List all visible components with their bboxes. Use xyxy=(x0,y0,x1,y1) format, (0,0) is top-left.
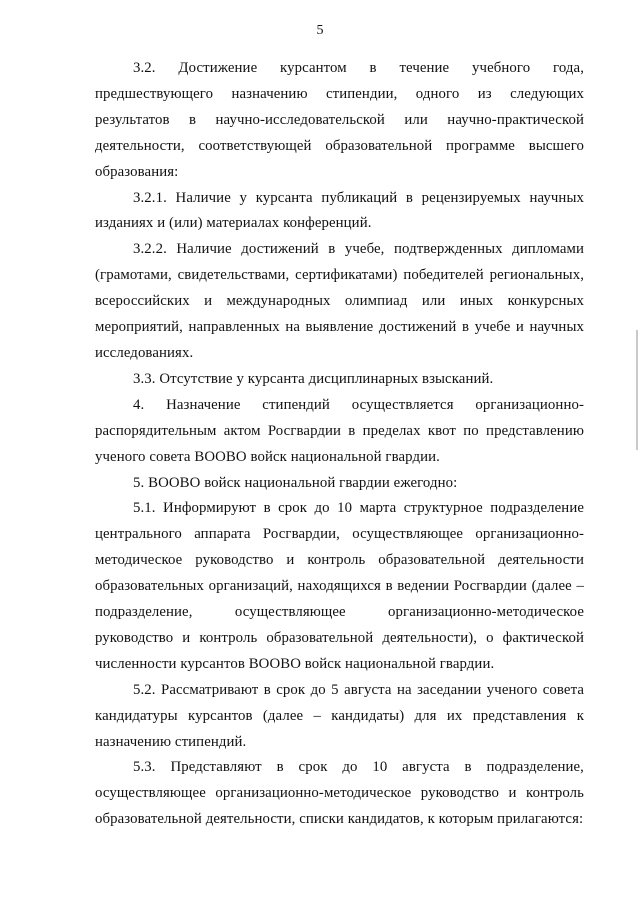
paragraph-3-2: 3.2. Достижение курсантом в течение учебного года, предшествующего назначению стипендии, одного из следующих результатов в научно-исследовательской или научно-практической деятельности, соответствующей образовательной программе высшего образования: xyxy=(95,60,584,180)
paragraph-4: 4. Назначение стипендий осуществляется организационно-распорядительным актом Росгвардии в пределах квот по представлению ученого совета ВООВО войск национальной гвардии. xyxy=(95,396,584,465)
paragraph-5: 5. ВООВО войск национальной гвардии ежегодно: xyxy=(133,474,458,491)
paragraph-5-1: 5.1. Информируют в срок до 10 марта структурное подразделение центрального аппарата Росгвардии, осуществляющее организационно-методическое руководство и контроль образовательной деятельности образовательных организаций, находящихся в ведении Росгвардии (далее – подразделение, осуществляющее организационно-методическое руководство и контроль образовательной деятельности), о фактической численности курсантов ВООВО войск национальной гвардии. xyxy=(95,500,584,672)
page-number: 5 xyxy=(316,23,324,38)
document-body xyxy=(95,56,584,833)
paragraph-3-2-2: 3.2.2. Наличие достижений в учебе, подтвержденных дипломами (грамотами, свидетельствами, сертификатами) победителей региональных, всероссийских и международных олимпиад или иных конкурсных мероприятий, направленных на выявление достижений в учебе и научных исследованиях. xyxy=(95,241,584,361)
paragraph-5-2: 5.2. Рассматривают в срок до 5 августа на заседании ученого совета кандидатуры курсантов (далее – кандидаты) для их представления к назначению стипендий. xyxy=(95,681,584,750)
paragraph-3-3: 3.3. Отсутствие у курсанта дисциплинарных взысканий. xyxy=(133,370,494,387)
scan-edge-mark xyxy=(636,330,638,450)
paragraph-3-2-1: 3.2.1. Наличие у курсанта публикаций в рецензируемых научных изданиях и (или) материалах конференций. xyxy=(95,189,584,232)
paragraph-5-3: 5.3. Представляют в срок до 10 августа в подразделение, осуществляющее организационно-методическое руководство и контроль образовательной деятельности, списки кандидатов, к которым прилагаются: xyxy=(95,759,584,828)
